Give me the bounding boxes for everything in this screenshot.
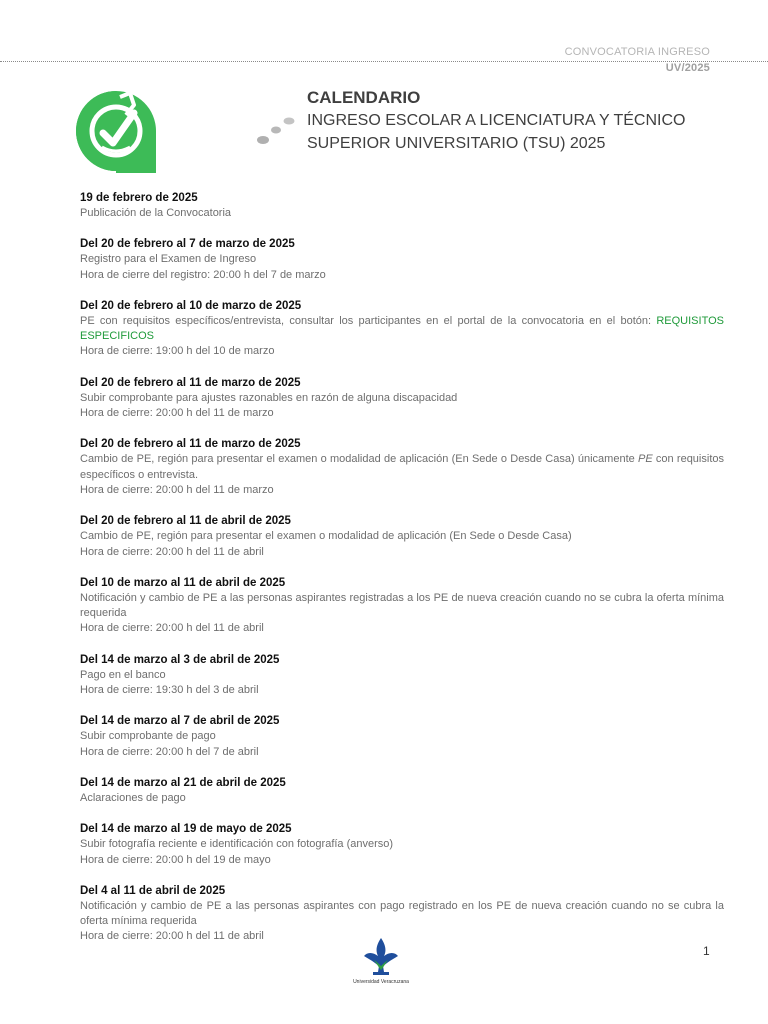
- event-date: Del 14 de marzo al 7 de abril de 2025: [80, 715, 280, 728]
- decorative-dots-icon: [255, 112, 297, 148]
- page-number: 1: [703, 944, 710, 958]
- event-line: Hora de cierre: 20:00 h del 19 de mayo: [80, 853, 271, 866]
- event-line: [80, 452, 724, 483]
- event-line: Pago en el banco: [80, 668, 166, 681]
- event-date: Del 14 de marzo al 21 de abril de 2025: [80, 776, 286, 789]
- event-line-text: Cambio de PE, región para presentar el examen o modalidad de aplicación (En Sede o Desde Casa) únicamente: [80, 453, 638, 466]
- event-date: Del 4 al 11 de abril de 2025: [80, 884, 226, 897]
- event-line: Aclaraciones de pago: [80, 791, 186, 804]
- event-item: [80, 436, 724, 498]
- title-ingreso: INGRESO ESCOLAR A LICENCIATURA Y TÉCNICO: [307, 112, 686, 129]
- event-date: Del 14 de marzo al 3 de abril de 2025: [80, 653, 280, 666]
- event-line: Subir comprobante para ajustes razonables en razón de alguna discapacidad: [80, 391, 458, 404]
- event-line: Hora de cierre: 20:00 h del 11 de marzo: [80, 407, 274, 420]
- header-uv-year: UV/2025: [665, 62, 710, 74]
- event-line: Registro para el Examen de Ingreso: [80, 253, 257, 266]
- event-item: [80, 190, 724, 221]
- event-item: [80, 775, 724, 806]
- event-line-text: con requisitos específicos o entrevista.: [80, 453, 724, 481]
- uv-footer-logo: [346, 936, 416, 985]
- event-line: Hora de cierre: 20:00 h del 11 de abril: [80, 545, 264, 558]
- event-date: Del 20 de febrero al 7 de marzo de 2025: [80, 238, 295, 251]
- event-line: Publicación de la Convocatoria: [80, 207, 232, 219]
- uv-flor-de-lis-icon: [361, 936, 401, 978]
- event-line: Hora de cierre: 20:00 h del 11 de marzo: [80, 483, 274, 496]
- event-line: Notificación y cambio de PE a las personas aspirantes registradas a los PE de nueva creación cuando no se cubra la oferta mínima requerida: [80, 591, 724, 620]
- event-item: [80, 513, 724, 560]
- event-date: Del 14 de marzo al 19 de mayo de 2025: [80, 823, 292, 836]
- event-line: Subir comprobante de pago: [80, 730, 216, 743]
- title-tsu: SUPERIOR UNIVERSITARIO (TSU) 2025: [307, 135, 606, 152]
- calendar-title: [307, 86, 727, 155]
- event-item: [80, 375, 724, 422]
- event-item: [80, 298, 724, 360]
- event-line: Hora de cierre: 20:00 h del 11 de abril: [80, 622, 264, 635]
- footer-caption: Universidad Veracruzana: [353, 979, 409, 985]
- event-line: Subir fotografía reciente e identificación con fotografía (anverso): [80, 838, 394, 851]
- event-line: Hora de cierre: 19:00 h del 10 de marzo: [80, 345, 275, 358]
- event-date: Del 20 de febrero al 10 de marzo de 2025: [80, 299, 302, 312]
- event-line: Hora de cierre: 20:00 h del 11 de abril: [80, 930, 264, 943]
- event-item: [80, 236, 724, 283]
- requisitos-especificos-link[interactable]: REQUISITOS ESPECIFICOS: [80, 314, 724, 343]
- event-line-italic: PE: [638, 453, 653, 466]
- event-line: Hora de cierre: 20:00 h del 7 de abril: [80, 745, 259, 758]
- title-calendario: CALENDARIO: [307, 88, 421, 107]
- header-convocatoria: CONVOCATORIA INGRESO: [564, 46, 710, 58]
- event-line: Hora de cierre del registro: 20:00 h del 7 de marzo: [80, 268, 326, 281]
- event-date: 19 de febrero de 2025: [80, 192, 198, 204]
- events-list: [80, 190, 724, 960]
- event-line: Notificación y cambio de PE a las personas aspirantes con pago registrado en los PE de nueva creación cuando no se cubra la oferta mínima requerida: [80, 899, 724, 928]
- header-divider: [0, 61, 768, 62]
- event-line: Hora de cierre: 19:30 h del 3 de abril: [80, 684, 259, 697]
- checkmark-shield-logo-icon: [74, 89, 158, 173]
- event-item: [80, 652, 724, 699]
- event-line-text: PE con requisitos específicos/entrevista, consultar los participantes en el portal de la convocatoria en el botón:: [80, 314, 657, 327]
- event-date: Del 20 de febrero al 11 de marzo de 2025: [80, 376, 301, 389]
- event-item: [80, 713, 724, 760]
- event-line: Cambio de PE, región para presentar el examen o modalidad de aplicación (En Sede o Desde Casa): [80, 530, 572, 543]
- event-date: Del 10 de marzo al 11 de abril de 2025: [80, 576, 286, 589]
- event-item: [80, 821, 724, 868]
- event-date: Del 20 de febrero al 11 de abril de 2025: [80, 515, 291, 528]
- event-date: Del 20 de febrero al 11 de marzo de 2025: [80, 438, 301, 451]
- event-item: [80, 575, 724, 637]
- running-header: [565, 44, 710, 76]
- event-line: [80, 314, 724, 345]
